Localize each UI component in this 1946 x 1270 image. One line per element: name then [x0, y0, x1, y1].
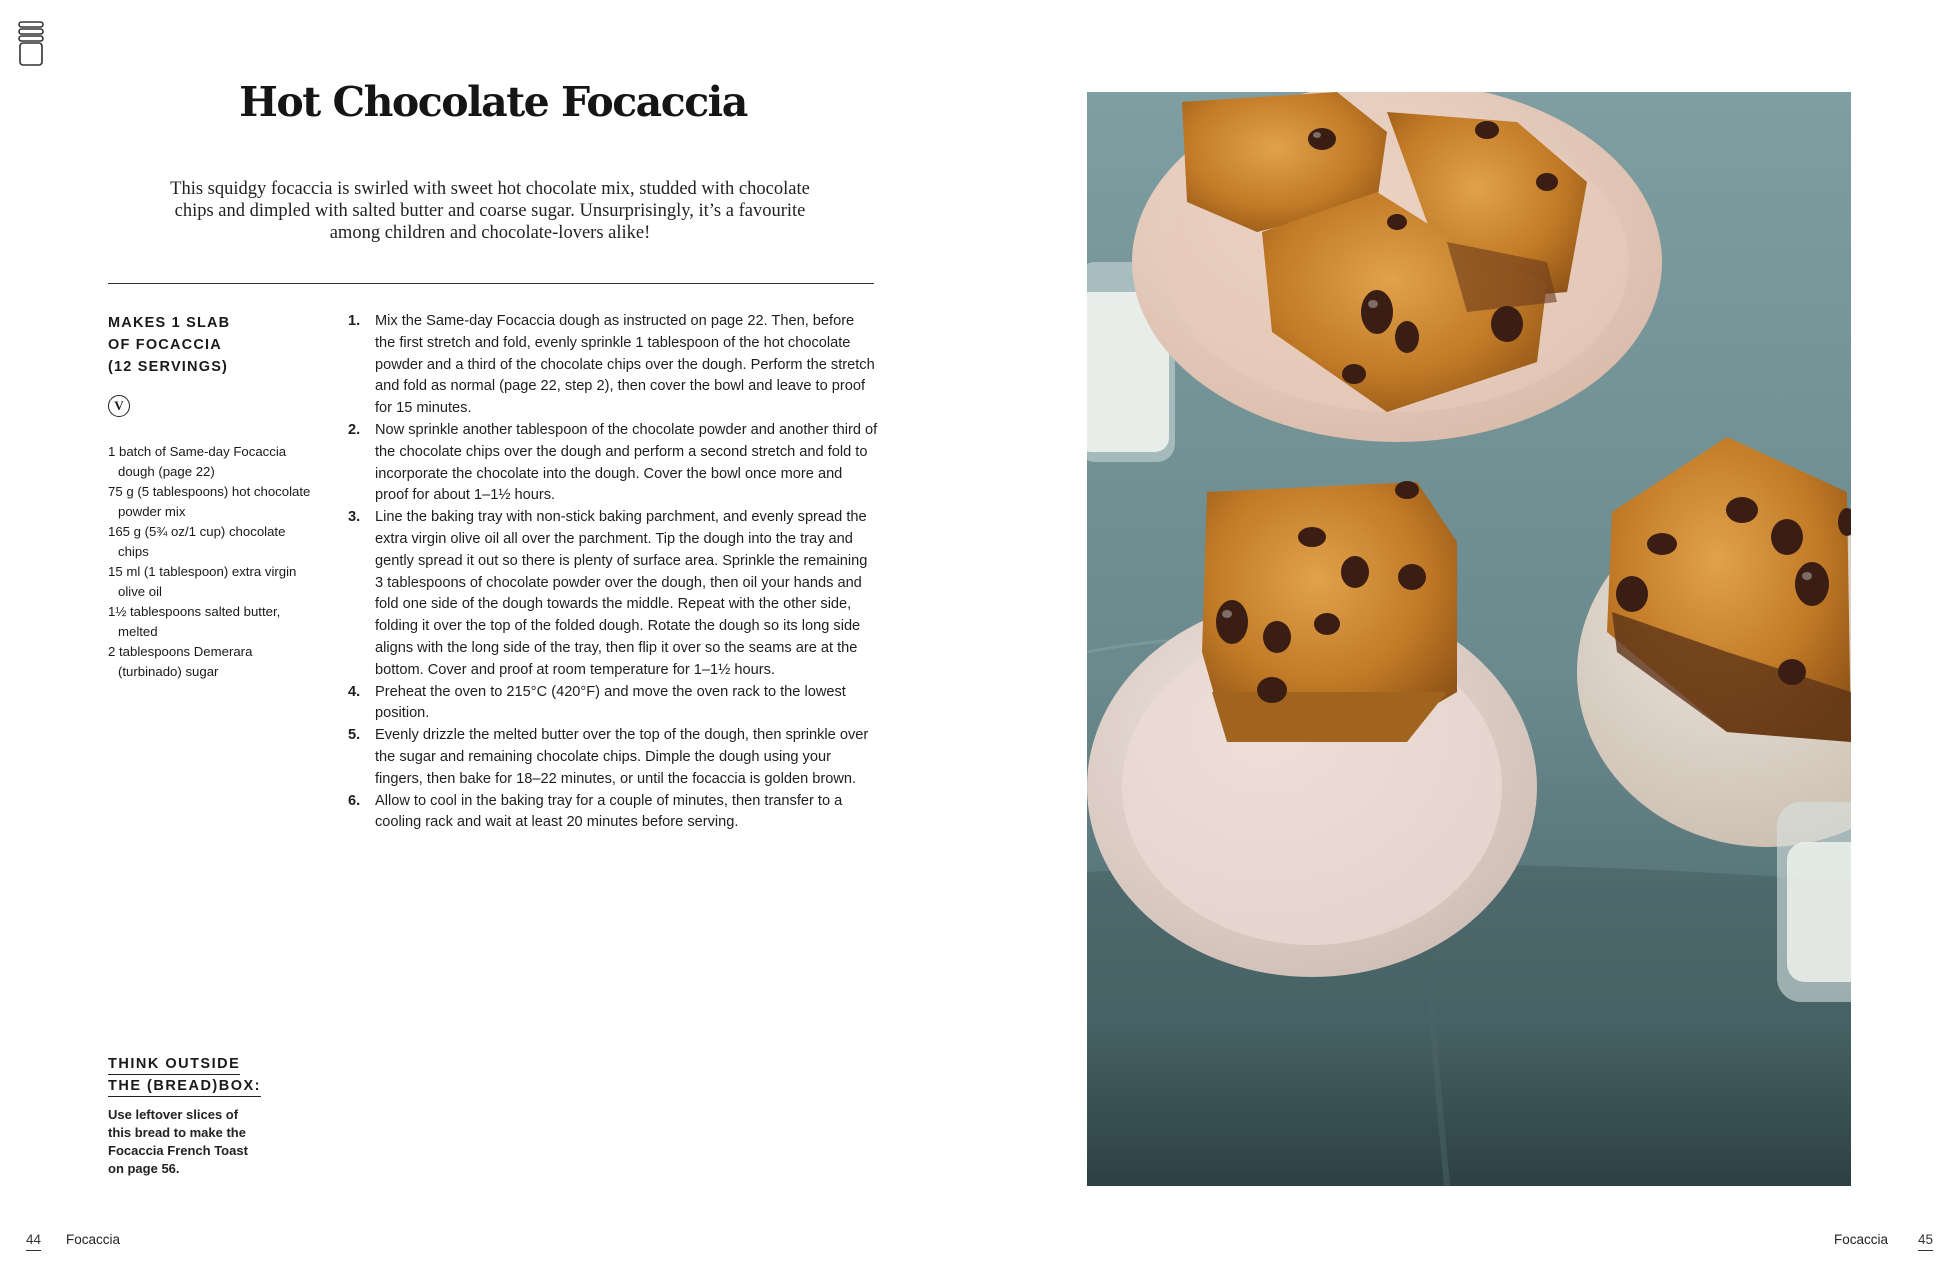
method-step — [348, 311, 878, 420]
section-title-right: Focaccia — [1834, 1232, 1889, 1247]
step-number: 5. — [348, 727, 361, 744]
divider — [108, 283, 874, 284]
method-steps — [348, 311, 878, 834]
step-text: Allow to cool in the baking tray for a couple of minutes, then transfer to a cooling rack and wait at least 20 minutes before serving. — [375, 792, 843, 831]
step-text: Now sprinkle another tablespoon of the chocolate powder and another third of the chocolate chips over the dough and perform a second stretch and fold to incorporate the chocolate into the dough. Cover the bowl once more and proof for about 1–1½ hours. — [375, 421, 878, 504]
ingredient-item: 1½ tablespoons salted butter, melted — [108, 604, 281, 639]
page-number-left: 44 — [26, 1232, 42, 1247]
ingredient-item: 75 g (5 tablespoons) hot chocolate powder mix — [108, 484, 311, 519]
food-photo-illustration — [1087, 92, 1851, 1186]
yield-heading — [108, 312, 308, 378]
recipe-title: Hot Chocolate Focaccia — [239, 78, 747, 126]
step-number: 1. — [348, 313, 361, 329]
method-step — [348, 791, 878, 835]
tip-line: Use leftover slices of — [108, 1107, 239, 1122]
tip-line: on page 56. — [108, 1161, 180, 1176]
step-text: Mix the Same-day Focaccia dough as instructed on page 22. Then, before the first stretch and fold, evenly sprinkle 1 tablespoon of the hot chocolate powder and a third of the chocolate chips over the dough. Perform the stretch and fold as normal (page 22, step 2), then cover the bowl and leave to proof for 15 minutes. — [375, 313, 875, 417]
method-step — [348, 682, 878, 726]
intro-line: This squidgy focaccia is swirled with sweet hot chocolate mix, studded with chocolate — [170, 179, 810, 199]
yield-line: MAKES 1 SLAB — [108, 315, 231, 331]
recipe-intro — [150, 178, 830, 244]
yield-line: OF FOCACCIA — [108, 337, 222, 353]
step-number: 6. — [348, 792, 361, 809]
tip-text — [108, 1106, 283, 1178]
step-number: 3. — [348, 509, 361, 526]
step-number: 2. — [348, 421, 361, 438]
tip-heading-line: THE (BREAD)BOX: — [108, 1077, 261, 1097]
intro-line: chips and dimpled with salted butter and coarse sugar. Unsurprisingly, it’s a favourite — [174, 201, 806, 221]
tip-line: Focaccia French Toast — [108, 1143, 248, 1158]
step-text: Line the baking tray with non-stick baking parchment, and evenly spread the extra virgin olive oil all over the parchment. Tip the dough into the tray and gently spread it out so there is plenty of surface area. Sprinkle the remaining 3 tablespoons of chocolate powder over the dough, then oil your hands and fold one side of the dough towards the middle. Repeat with the other side, folding it over the top of the folded dough. Rotate the dough so its long side aligns with the long side of the tray, then flip it over so the seams are at the bottom. Cover and proof at room temperature for 1–1½ hours. — [375, 509, 868, 678]
step-number: 4. — [348, 683, 361, 700]
step-text: Evenly drizzle the melted butter over the top of the dough, then sprinkle over the sugar and remaining chocolate chips. Dimple the dough using your fingers, then bake for 18–22 minutes, or until the focaccia is golden brown. — [375, 727, 869, 787]
method-step — [348, 420, 878, 507]
section-title-left: Focaccia — [66, 1232, 121, 1247]
ingredient-item: 15 ml (1 tablespoon) extra virgin olive oil — [108, 564, 297, 599]
ingredient-item: 2 tablespoons Demerara (turbinado) sugar — [108, 644, 253, 679]
ingredient-item: 165 g (5¾ oz/1 cup) chocolate chips — [108, 524, 286, 559]
stacked-layers-icon — [16, 20, 46, 68]
tip-heading — [108, 1053, 261, 1097]
ingredient-list — [108, 442, 318, 682]
intro-line: among children and chocolate-lovers alike! — [329, 223, 651, 243]
ingredient-item: 1 batch of Same-day Focaccia dough (page 22) — [108, 444, 287, 479]
yield-line: (12 SERVINGS) — [108, 359, 229, 375]
method-step — [348, 725, 878, 790]
method-step — [348, 507, 878, 681]
tip-heading-line: THINK OUTSIDE — [108, 1055, 240, 1075]
vegetarian-badge-icon: V — [108, 395, 130, 417]
tip-line: this bread to make the — [108, 1125, 246, 1140]
step-text: Preheat the oven to 215°C (420°F) and move the oven rack to the lowest position. — [375, 683, 846, 722]
page-number-right: 45 — [1918, 1232, 1934, 1247]
food-photo — [1087, 92, 1851, 1186]
